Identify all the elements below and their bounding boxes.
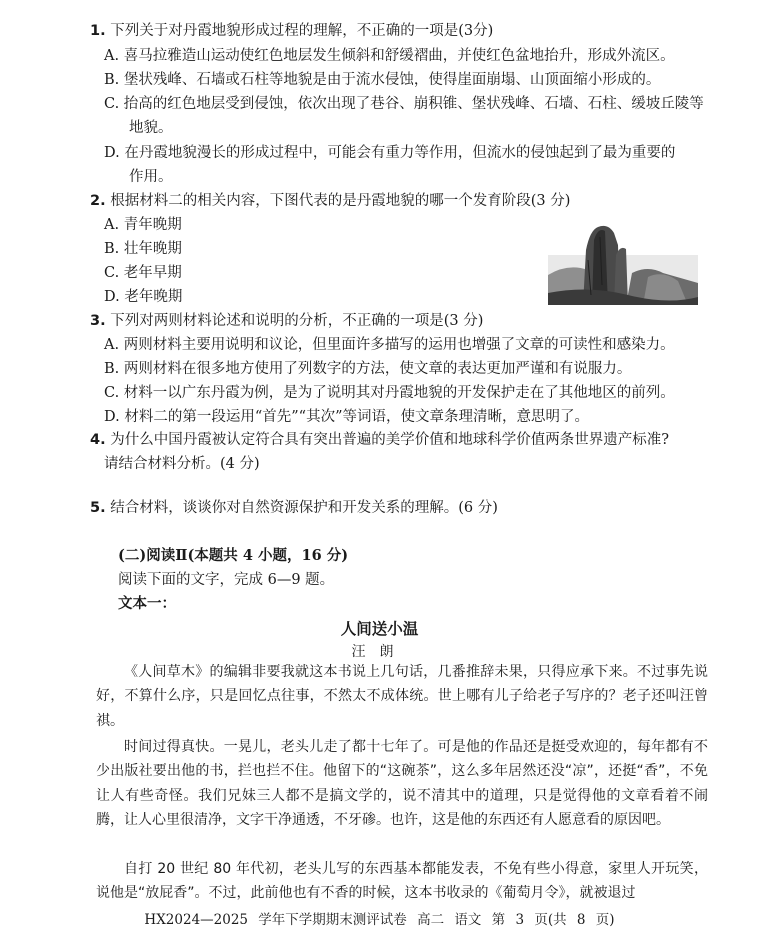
option-1d-cont: 作用。 (129, 169, 173, 185)
question-stem: 下列关于对丹霞地貌形成过程的理解，不正确的一项是(3分) (110, 23, 494, 39)
text-label: 文本一： (118, 595, 176, 612)
option-3d: D. 材料二的第一段运用“首先”“其次”等词语，使文章条理清晰，意思明了。 (104, 409, 589, 425)
article-paragraph-1: 《人间草木》的编辑非要我就这本书说上几句话，几番推辞未果，只得应承下来。不过事先说好，不算什么序，只是回忆点往事，不然太不成体统。世上哪有儿子给老子写序的？老子还叫汪曾祺。 (96, 664, 708, 729)
question-4-cont: 请结合材料分析。(4 分) (104, 456, 260, 472)
option-1d: D. 在丹霞地貌漫长的形成过程中，可能会有重力等作用，但流水的侵蚀起到了最为重要的 (104, 145, 676, 161)
option-3b: B. 两则材料在很多地方使用了列数字的方法，使文章的表达更加严谨和有说服力。 (104, 361, 632, 377)
danxia-landform-photo (548, 215, 698, 305)
option-3c: C. 材料一以广东丹霞为例，是为了说明其对丹霞地貌的开发保护走在了其他地区的前列。 (104, 385, 675, 401)
option-1c-cont: 地貌。 (129, 120, 173, 136)
article-paragraph-3: 自打 20 世纪 80 年代初，老头儿写的东西基本都能发表，不免有些小得意，家里人开玩笑，说他是“放屁香”。不过，此前他也有不香的时候，这本书收录的《葡萄月令》，就被退过 (96, 861, 708, 902)
question-number: 5. (90, 500, 106, 516)
question-stem: 为什么中国丹霞被认定符合具有突出普遍的美学价值和地球科学价值两条世界遗产标准? (110, 432, 669, 448)
page-footer: HX2024—2025 学年下学期期末测评试卷 高二 语文 第 3 页(共 8 页) (144, 912, 615, 928)
article-author: 汪朗 (351, 644, 408, 660)
question-1 (90, 19, 493, 43)
option-1b: B. 堡状残峰、石墙或石柱等地貌是由于流水侵蚀，使得崖面崩塌、山顶面缩小形成的。 (104, 72, 661, 88)
question-stem: 结合材料，谈谈你对自然资源保护和开发关系的理解。(6 分) (110, 500, 498, 516)
question-number: 2. (90, 193, 106, 209)
question-number: 4. (90, 432, 106, 448)
question-stem: 下列对两则材料论述和说明的分析，不正确的一项是(3 分) (110, 313, 484, 329)
question-number: 1. (90, 23, 106, 39)
question-3 (90, 309, 483, 333)
section-instruction: 阅读下面的文字，完成 6—9 题。 (118, 572, 335, 588)
section-heading: (二)阅读Ⅱ(本题共 4 小题，16 分) (118, 547, 349, 564)
question-number: 3. (90, 313, 106, 329)
option-2b: B. 壮年晚期 (104, 241, 182, 257)
question-4 (90, 428, 669, 452)
option-3a: A. 两则材料主要用说明和议论，但里面许多描写的运用也增强了文章的可读性和感染力。 (104, 337, 675, 353)
option-2d: D. 老年晚期 (104, 289, 183, 305)
question-stem: 根据材料二的相关内容，下图代表的是丹霞地貌的哪一个发育阶段(3 分) (110, 193, 571, 209)
question-5 (90, 496, 498, 520)
article-title: 人间送小温 (340, 619, 419, 638)
option-2c: C. 老年早期 (104, 265, 182, 281)
question-2 (90, 189, 570, 213)
option-1a: A. 喜马拉雅造山运动使红色地层发生倾斜和舒缓褶曲，并使红色盆地抬升，形成外流区。 (104, 48, 675, 64)
option-2a: A. 青年晚期 (104, 217, 182, 233)
option-1c: C. 抬高的红色地层受到侵蚀，依次出现了巷谷、崩积锥、堡状残峰、石墙、石柱、缓坡丘陵等 (104, 96, 704, 112)
article-paragraph-2: 时间过得真快。一晃儿，老头儿走了都十七年了。可是他的作品还是挺受欢迎的，每年都有不少出版社要出他的书，拦也拦不住。他留下的“这碗茶”，这么多年居然还没“凉”，还挺“香”，不免让人有些奇怪。我们兄妹三人都不是搞文学的，说不清其中的道理，只是觉得他的文章看着不闹腾，让人心里很清净，文字干净通透，不牙碜。也许，这是他的东西还有人愿意看的原因吧。 (96, 739, 708, 829)
